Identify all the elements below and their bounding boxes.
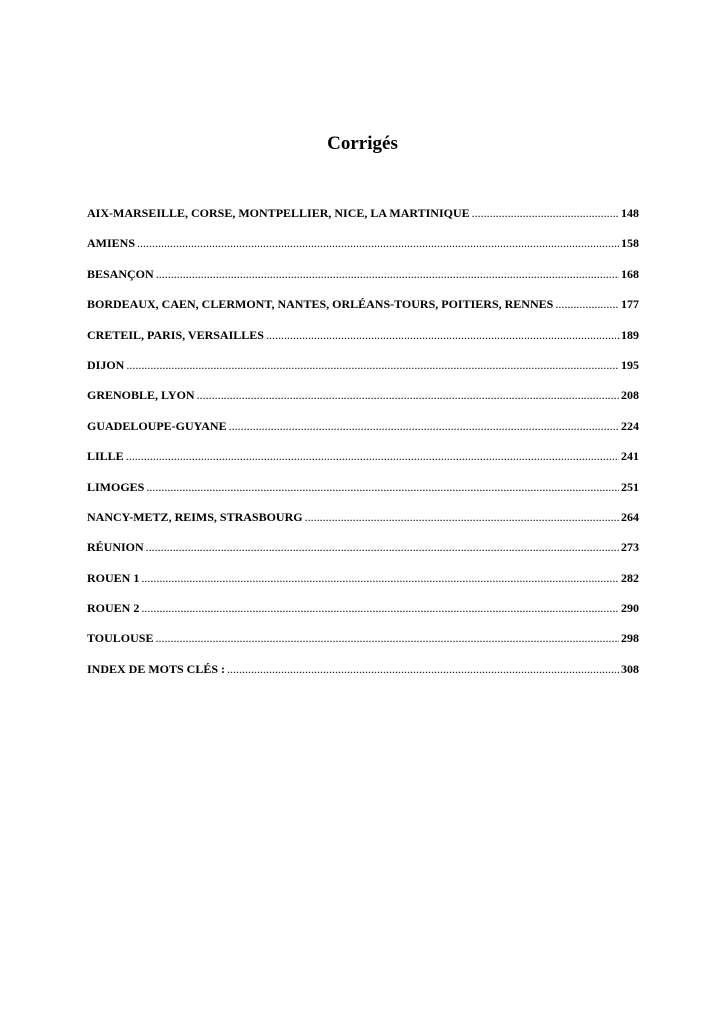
table-of-contents bbox=[87, 206, 639, 692]
toc-entry-label: RÉUNION bbox=[87, 540, 144, 555]
toc-entry[interactable] bbox=[87, 267, 639, 297]
toc-entry-label: INDEX DE MOTS CLÉS : bbox=[87, 661, 226, 676]
toc-leader-dots bbox=[126, 449, 619, 464]
toc-entry-page: 308 bbox=[621, 661, 639, 676]
toc-leader-dots bbox=[305, 510, 619, 525]
toc-entry-label: BESANÇON bbox=[87, 266, 154, 281]
toc-entry-page: 168 bbox=[621, 266, 639, 281]
toc-entry[interactable] bbox=[87, 480, 639, 510]
toc-entry-label: LILLE bbox=[87, 449, 124, 464]
toc-entry[interactable] bbox=[87, 662, 639, 692]
toc-entry-page: 273 bbox=[621, 540, 639, 555]
toc-entry-page: 208 bbox=[621, 388, 639, 403]
toc-leader-dots bbox=[227, 662, 619, 677]
toc-entry-page: 264 bbox=[621, 509, 639, 524]
toc-entry-page: 241 bbox=[621, 449, 639, 464]
toc-entry[interactable] bbox=[87, 358, 639, 388]
toc-entry-page: 224 bbox=[621, 418, 639, 433]
page-title: Corrigés bbox=[327, 133, 398, 154]
toc-entry[interactable] bbox=[87, 631, 639, 661]
toc-entry-label: CRETEIL, PARIS, VERSAILLES bbox=[87, 327, 264, 342]
toc-leader-dots bbox=[155, 631, 619, 646]
toc-entry-label: LIMOGES bbox=[87, 479, 145, 494]
toc-entry-label: AIX-MARSEILLE, CORSE, MONTPELLIER, NICE, LA MARTINIQUE bbox=[87, 206, 470, 220]
toc-leader-dots bbox=[146, 540, 619, 555]
toc-entry-page: 158 bbox=[621, 236, 639, 251]
toc-entry[interactable] bbox=[87, 328, 639, 358]
toc-leader-dots bbox=[472, 206, 619, 221]
toc-entry[interactable] bbox=[87, 540, 639, 570]
toc-entry[interactable] bbox=[87, 297, 639, 327]
toc-leader-dots bbox=[126, 358, 619, 373]
toc-leader-dots bbox=[137, 236, 619, 251]
toc-entry-label: DIJON bbox=[87, 357, 125, 372]
toc-leader-dots bbox=[141, 601, 619, 616]
toc-leader-dots bbox=[266, 328, 619, 343]
toc-entry-label: NANCY-METZ, REIMS, STRASBOURG bbox=[87, 509, 303, 524]
toc-entry-label: BORDEAUX, CAEN, CLERMONT, NANTES, ORLÉANS-TOURS, POITIERS, RENNES bbox=[87, 297, 554, 312]
toc-entry-label: GRENOBLE, LYON bbox=[87, 388, 195, 403]
toc-entry-page: 282 bbox=[621, 570, 639, 585]
toc-entry-label: TOULOUSE bbox=[87, 631, 154, 646]
toc-entry-page: 189 bbox=[621, 327, 639, 342]
toc-entry[interactable] bbox=[87, 419, 639, 449]
toc-entry[interactable] bbox=[87, 206, 639, 236]
toc-entry-page: 290 bbox=[621, 601, 639, 616]
toc-entry[interactable] bbox=[87, 571, 639, 601]
toc-entry[interactable] bbox=[87, 510, 639, 540]
toc-entry-label: ROUEN 2 bbox=[87, 601, 140, 616]
toc-entry[interactable] bbox=[87, 449, 639, 479]
toc-leader-dots bbox=[156, 267, 619, 282]
toc-entry-page: 251 bbox=[621, 479, 639, 494]
toc-entry[interactable] bbox=[87, 388, 639, 418]
toc-leader-dots bbox=[141, 571, 619, 586]
toc-entry-page: 177 bbox=[621, 297, 639, 312]
toc-leader-dots bbox=[197, 388, 619, 403]
toc-leader-dots bbox=[146, 480, 619, 495]
toc-entry-label: GUADELOUPE-GUYANE bbox=[87, 418, 227, 433]
toc-entry[interactable] bbox=[87, 236, 639, 266]
toc-leader-dots bbox=[555, 297, 619, 312]
toc-entry-page: 195 bbox=[621, 357, 639, 372]
toc-entry-label: AMIENS bbox=[87, 236, 136, 251]
toc-entry-label: ROUEN 1 bbox=[87, 570, 140, 585]
toc-entry-page: 148 bbox=[621, 206, 639, 220]
toc-leader-dots bbox=[229, 419, 619, 434]
toc-entry[interactable] bbox=[87, 601, 639, 631]
toc-entry-page: 298 bbox=[621, 631, 639, 646]
